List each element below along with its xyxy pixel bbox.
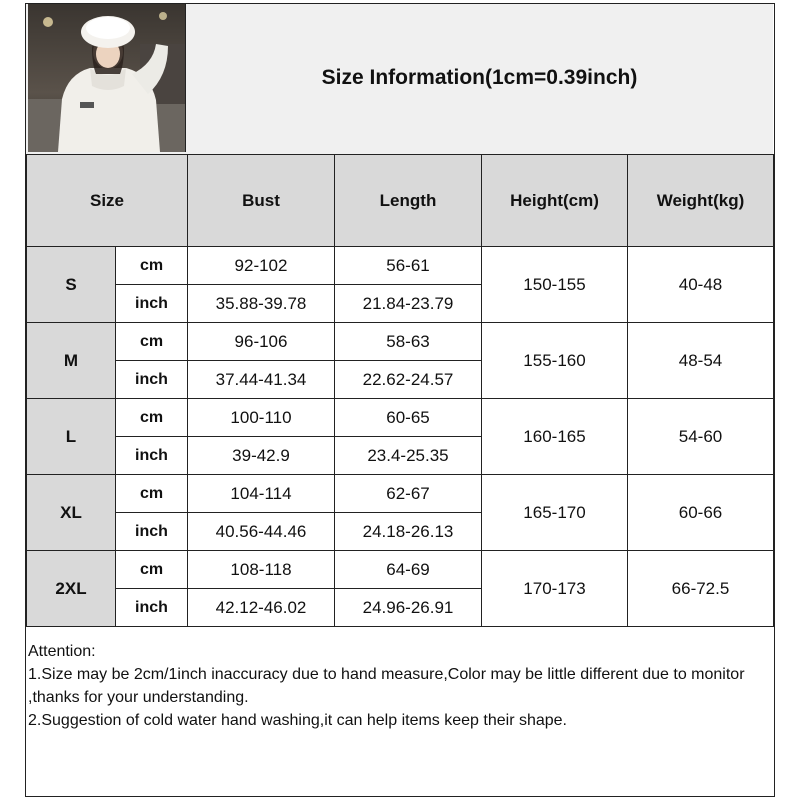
unit-cm: cm [116, 399, 188, 437]
bust-cm: 96-106 [188, 323, 335, 361]
weight-value: 60-66 [628, 475, 774, 551]
size-chart-sheet [25, 3, 775, 797]
length-cm: 58-63 [335, 323, 482, 361]
size-label: S [27, 247, 116, 323]
header-bust: Bust [188, 155, 335, 247]
bust-inch: 35.88-39.78 [188, 285, 335, 323]
size-label: XL [27, 475, 116, 551]
bust-cm: 100-110 [188, 399, 335, 437]
bust-inch: 39-42.9 [188, 437, 335, 475]
notes-heading: Attention: [28, 643, 96, 660]
header-weight: Weight(kg) [628, 155, 774, 247]
bust-inch: 37.44-41.34 [188, 361, 335, 399]
note-line-1: 1.Size may be 2cm/1inch inaccuracy due to hand measure,Color may be little different due to monitor ,thanks for your understanding. [28, 666, 745, 706]
height-value: 150-155 [482, 247, 628, 323]
bust-cm: 92-102 [188, 247, 335, 285]
unit-cm: cm [116, 551, 188, 589]
length-cm: 62-67 [335, 475, 482, 513]
header-length: Length [335, 155, 482, 247]
length-inch: 24.96-26.91 [335, 589, 482, 627]
weight-value: 40-48 [628, 247, 774, 323]
bust-inch: 40.56-44.46 [188, 513, 335, 551]
chart-header [26, 4, 773, 155]
header-size: Size [27, 155, 188, 247]
length-inch: 23.4-25.35 [335, 437, 482, 475]
table-row [27, 475, 774, 513]
size-label: 2XL [27, 551, 116, 627]
bust-cm: 104-114 [188, 475, 335, 513]
unit-inch: inch [116, 513, 188, 551]
length-cm: 60-65 [335, 399, 482, 437]
weight-value: 54-60 [628, 399, 774, 475]
table-row [27, 551, 774, 589]
unit-cm: cm [116, 247, 188, 285]
unit-inch: inch [116, 285, 188, 323]
length-inch: 21.84-23.79 [335, 285, 482, 323]
height-value: 165-170 [482, 475, 628, 551]
length-inch: 24.18-26.13 [335, 513, 482, 551]
table-row [27, 247, 774, 285]
length-cm: 64-69 [335, 551, 482, 589]
size-label: M [27, 323, 116, 399]
height-value: 155-160 [482, 323, 628, 399]
height-value: 160-165 [482, 399, 628, 475]
weight-value: 66-72.5 [628, 551, 774, 627]
header-height: Height(cm) [482, 155, 628, 247]
length-inch: 22.62-24.57 [335, 361, 482, 399]
length-cm: 56-61 [335, 247, 482, 285]
unit-inch: inch [116, 361, 188, 399]
product-photo [28, 4, 186, 152]
weight-value: 48-54 [628, 323, 774, 399]
attention-notes [28, 640, 770, 732]
unit-inch: inch [116, 437, 188, 475]
bust-cm: 108-118 [188, 551, 335, 589]
page-title: Size Information(1cm=0.39inch) [321, 66, 638, 89]
note-line-2: 2.Suggestion of cold water hand washing,it can help items keep their shape. [28, 712, 567, 729]
unit-inch: inch [116, 589, 188, 627]
model-photo-illustration [28, 4, 185, 152]
size-label: L [27, 399, 116, 475]
table-row [27, 399, 774, 437]
height-value: 170-173 [482, 551, 628, 627]
table-header-row [27, 155, 774, 247]
table-row [27, 323, 774, 361]
unit-cm: cm [116, 323, 188, 361]
size-table [26, 154, 774, 627]
bust-inch: 42.12-46.02 [188, 589, 335, 627]
unit-cm: cm [116, 475, 188, 513]
